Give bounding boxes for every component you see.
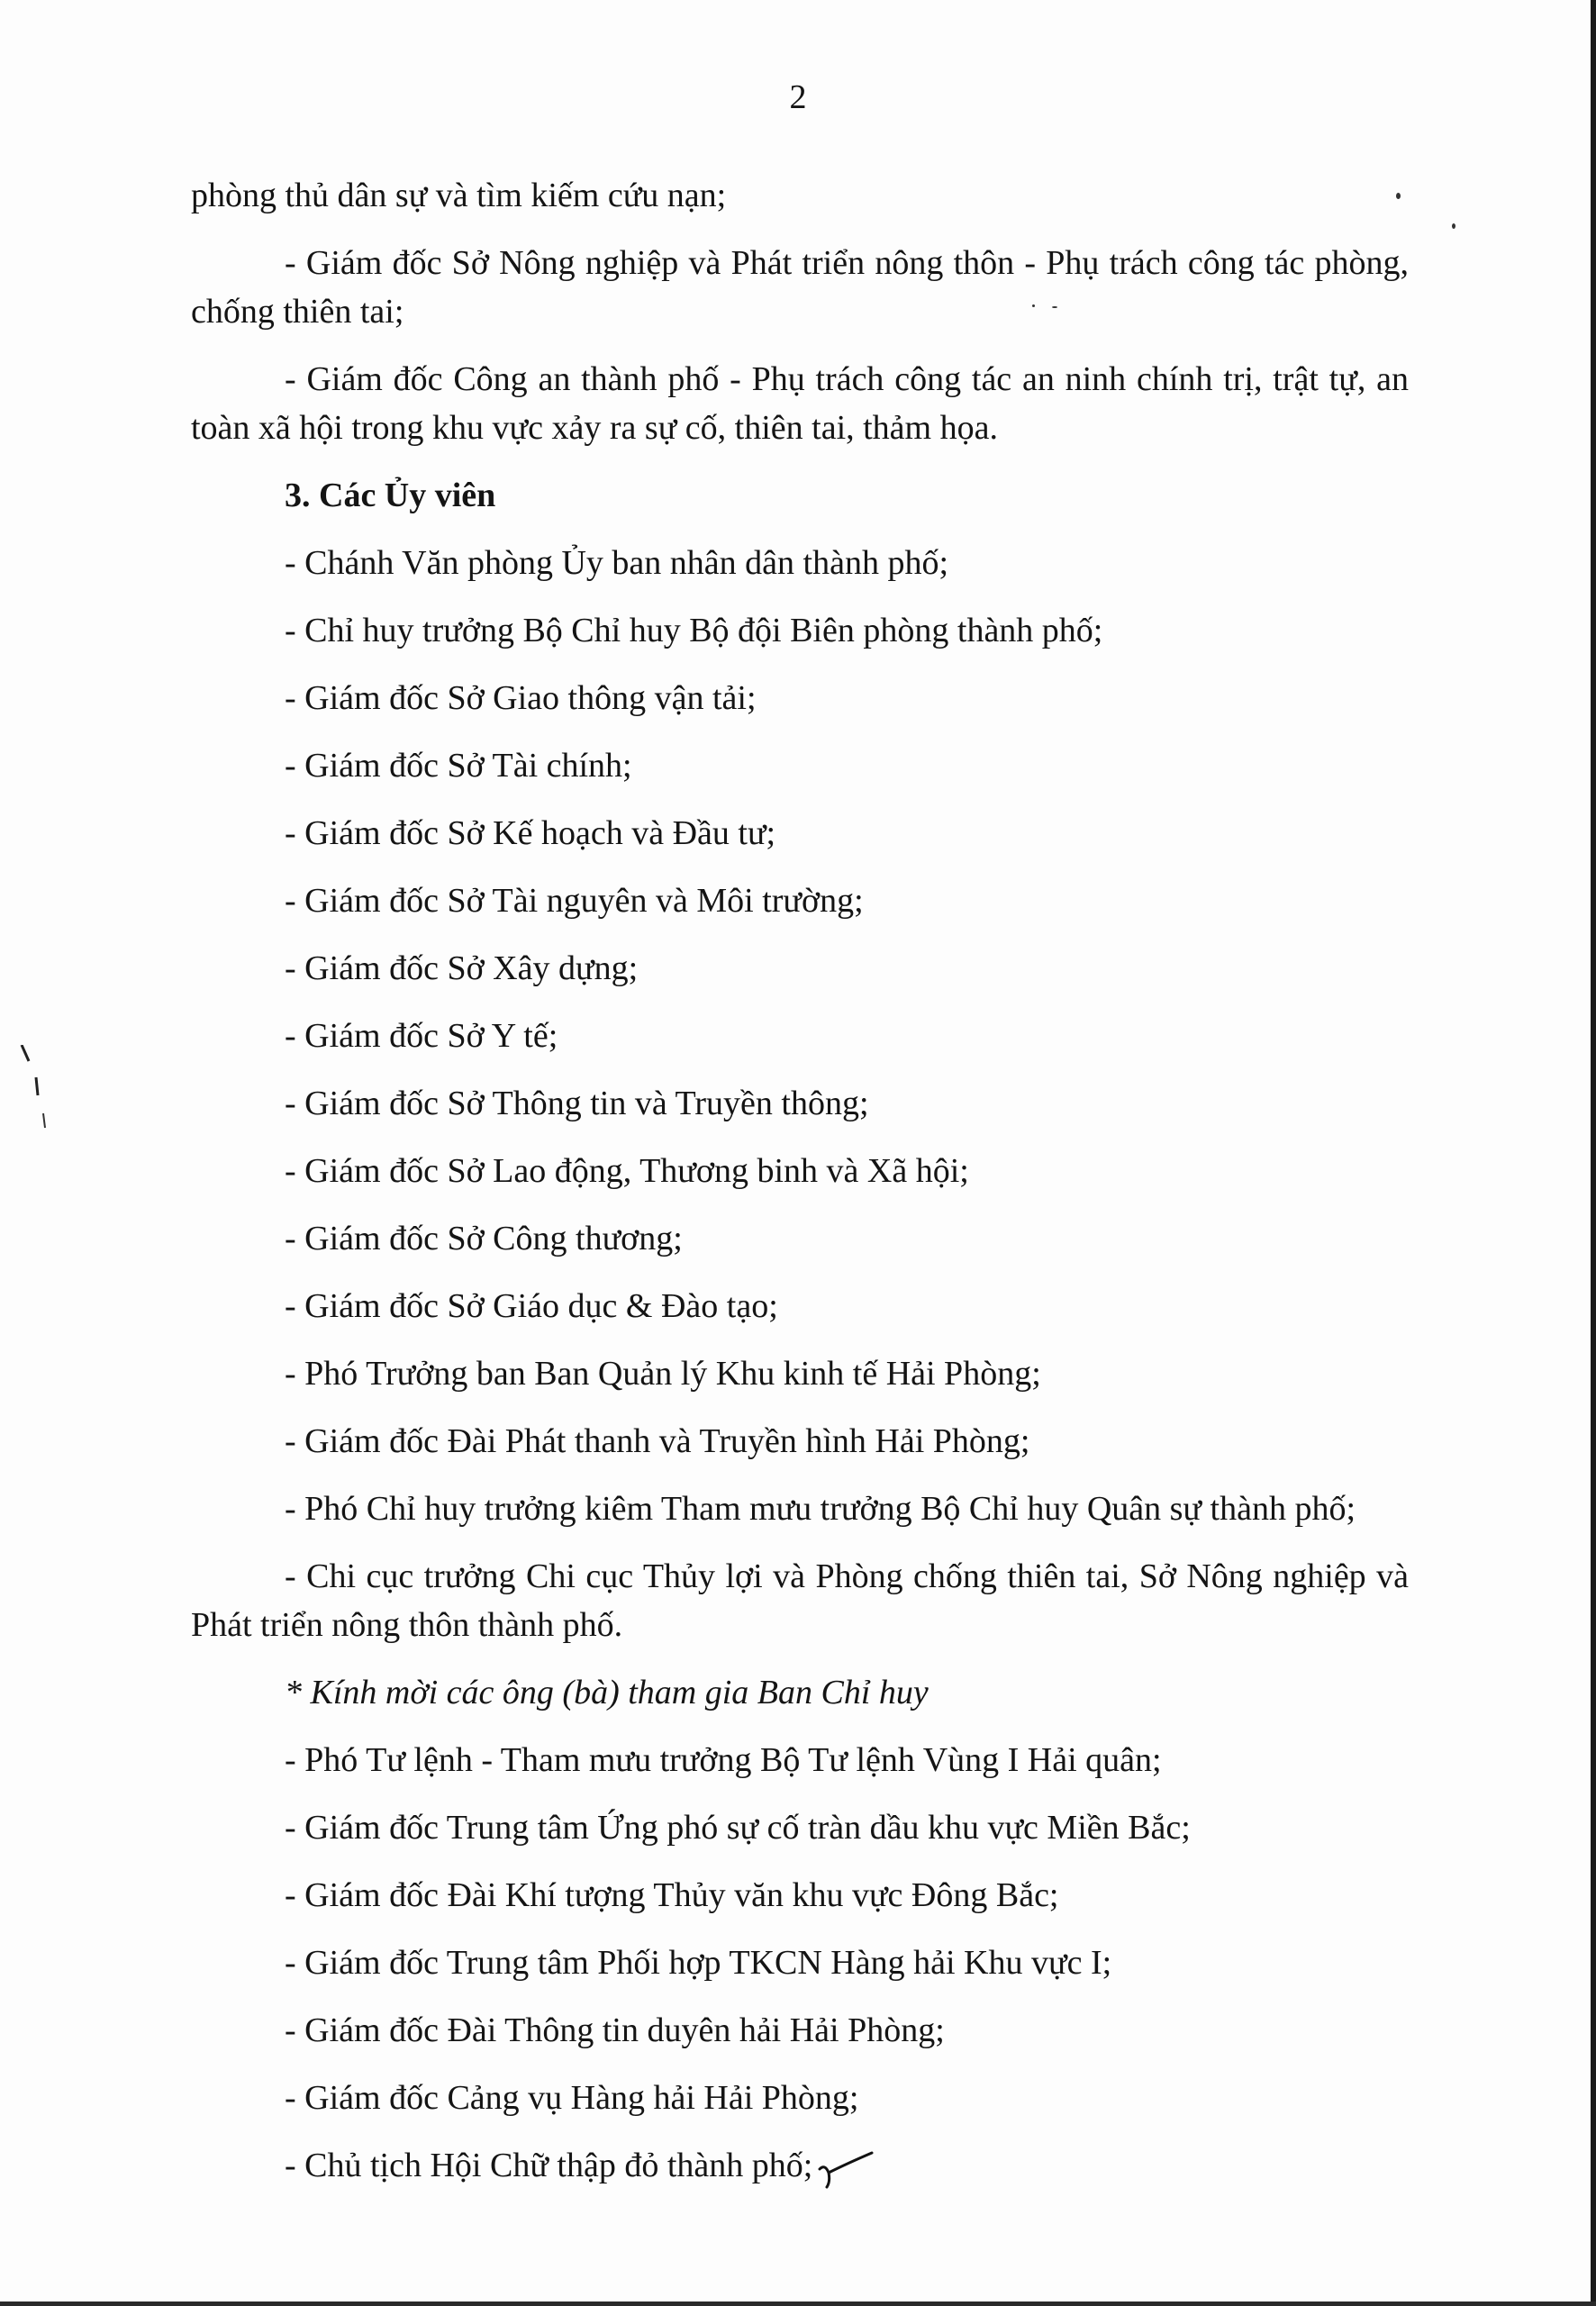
list-item: - Giám đốc Sở Giáo dục & Đào tạo; [285, 1287, 778, 1325]
list-item: - Phó Chỉ huy trưởng kiêm Tham mưu trưởng Bộ Chỉ huy Quân sự thành phố; [285, 1490, 1356, 1528]
list-item-last [191, 2141, 1409, 2209]
paragraph: - Giám đốc Công an thành phố - Phụ trách công tác an ninh chính trị, trật tự, an toàn xã hội trong khu vực xảy ra sự cố, thiên tai, thảm họa. [191, 360, 1409, 447]
initial-mark [814, 2146, 877, 2191]
page-number: 2 [789, 78, 807, 116]
list-item: - Phó Tư lệnh - Tham mưu trưởng Bộ Tư lệnh Vùng I Hải quân; [285, 1741, 1162, 1779]
list-item: - Giám đốc Sở Xây dựng; [285, 949, 639, 987]
list-item-text: - Chủ tịch Hội Chữ thập đỏ thành phố; [285, 2147, 813, 2184]
list-item: - Chỉ huy trưởng Bộ Chỉ huy Bộ đội Biên phòng thành phố; [285, 612, 1103, 649]
list-item: - Giám đốc Cảng vụ Hàng hải Hải Phòng; [285, 2079, 859, 2117]
scan-edge-bottom [0, 2301, 1596, 2306]
list-item: - Giám đốc Sở Công thương; [285, 1220, 683, 1257]
list-item: - Giám đốc Sở Y tế; [285, 1017, 558, 1055]
list-item: - Giám đốc Sở Giao thông vận tải; [285, 679, 757, 717]
list-item: - Giám đốc Đài Khí tượng Thủy văn khu vực Đông Bắc; [285, 1876, 1059, 1914]
list-item: - Giám đốc Sở Lao động, Thương binh và Xã hội; [285, 1152, 969, 1190]
list-item: - Giám đốc Sở Thông tin và Truyền thông; [285, 1085, 869, 1122]
list-item: - Giám đốc Sở Tài chính; [285, 747, 632, 785]
scan-speck [1452, 223, 1455, 229]
list-item: - Giám đốc Trung tâm Ứng phó sự cố tràn dầu khu vực Miền Bắc; [285, 1809, 1191, 1847]
paragraph: - Chi cục trưởng Chi cục Thủy lợi và Phòng chống thiên tai, Sở Nông nghiệp và Phát triển nông thôn thành phố. [191, 1557, 1409, 1644]
list-item: - Giám đốc Đài Thông tin duyên hải Hải Phòng; [285, 2011, 945, 2049]
list-item: - Giám đốc Sở Kế hoạch và Đầu tư; [285, 814, 776, 852]
document-body [191, 171, 1409, 2209]
list-item: - Chánh Văn phòng Ủy ban nhân dân thành phố; [285, 544, 949, 582]
list-item: - Giám đốc Đài Phát thanh và Truyền hình Hải Phòng; [285, 1422, 1030, 1460]
section-heading: 3. Các Ủy viên [285, 477, 496, 514]
paragraph: phòng thủ dân sự và tìm kiếm cứu nạn; [191, 177, 727, 214]
list-item: - Phó Trưởng ban Ban Quản lý Khu kinh tế Hải Phòng; [285, 1355, 1041, 1393]
invite-note: * Kính mời các ông (bà) tham gia Ban Chỉ huy [285, 1674, 929, 1711]
scan-edge-right [1591, 0, 1596, 2306]
paragraph: - Giám đốc Sở Nông nghiệp và Phát triển nông thôn - Phụ trách công tác phòng, chống thiên tai; [191, 244, 1409, 331]
list-item: - Giám đốc Sở Tài nguyên và Môi trường; [285, 882, 864, 920]
list-item: - Giám đốc Trung tâm Phối hợp TKCN Hàng hải Khu vực I; [285, 1944, 1112, 1982]
margin-marks [18, 1045, 54, 1135]
